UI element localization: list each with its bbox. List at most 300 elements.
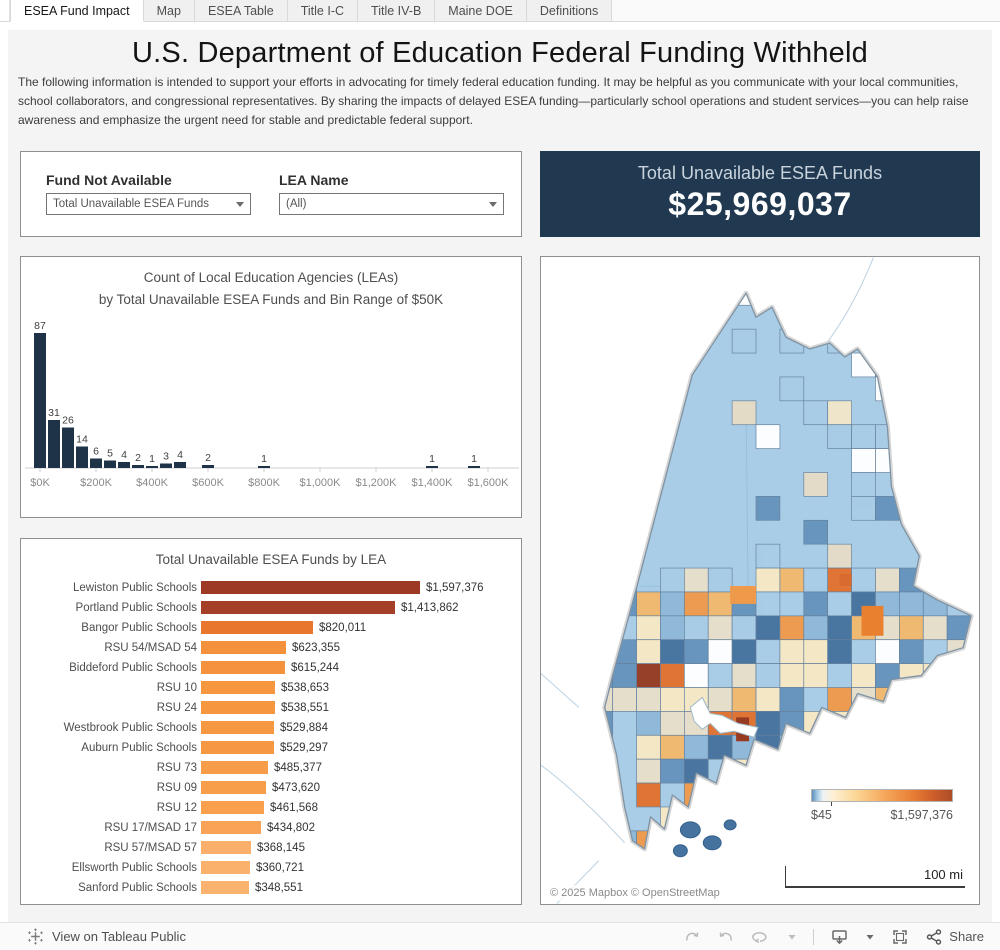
district-cell[interactable] [947,496,971,520]
district-cell[interactable] [923,592,947,616]
district-cell[interactable] [589,831,613,855]
district-cell[interactable] [637,592,661,616]
district-cell[interactable] [947,831,971,855]
lea-name-label: Auburn Public Schools [81,741,197,754]
download-icon[interactable] [830,928,849,946]
district-cell[interactable] [947,735,971,759]
fullscreen-icon[interactable] [891,928,909,946]
lea-bar[interactable] [201,741,274,754]
district-cell[interactable] [708,855,732,879]
lea-bar[interactable] [201,581,420,594]
redo-icon[interactable] [683,928,701,946]
district-cell[interactable] [589,520,613,544]
district-cell[interactable] [899,281,923,305]
lea-value-label: $360,721 [256,861,304,874]
histogram-bar[interactable] [104,460,116,468]
lea-name-label: Portland Public Schools [75,601,197,614]
district-cell[interactable] [780,664,804,688]
histogram-bar-label: 14 [76,433,88,446]
lea-value-label: $529,884 [280,721,328,734]
district-cell[interactable] [828,616,852,640]
district-cell[interactable] [708,616,732,640]
lea-name-label: Bangor Public Schools [81,621,197,634]
district-cell[interactable] [875,640,899,664]
district-cell[interactable] [780,568,804,592]
district-cell[interactable] [828,592,852,616]
histogram-bar[interactable] [34,333,46,468]
histogram-bar-label: 4 [121,448,127,461]
district-cell[interactable] [899,640,923,664]
lea-bar-panel [20,538,522,905]
district-cell[interactable] [828,425,852,449]
histogram-bar-label: 26 [62,414,74,427]
district-cell[interactable] [947,520,971,544]
lea-bar[interactable] [201,781,266,794]
lea-name-label: RSU 09 [156,781,197,794]
district-cell[interactable] [875,281,899,305]
svg-text:$1,200K: $1,200K [355,477,397,490]
district-cell[interactable] [660,616,684,640]
lea-value-label: $615,244 [291,661,339,674]
lea-row [21,658,521,678]
district-cell[interactable] [684,735,708,759]
lea-row [21,718,521,738]
district-cell[interactable] [708,568,732,592]
district-cell[interactable] [804,735,828,759]
district-cell[interactable] [684,568,708,592]
district-cell[interactable] [852,305,876,329]
lea-name-label: Westbrook Public Schools [63,721,197,734]
district-cell[interactable] [660,688,684,712]
district-cell[interactable] [660,735,684,759]
lea-name-label: RSU 54/MSAD 54 [104,641,197,654]
lea-bar-rows [21,578,521,898]
lea-bar[interactable] [201,821,261,834]
svg-text:$400K: $400K [136,477,168,490]
svg-text:$1,600K: $1,600K [467,477,509,490]
district-cell[interactable] [780,640,804,664]
legend-gradient [811,789,953,802]
lea-bar[interactable] [201,761,268,774]
histogram-chart[interactable] [21,310,521,508]
district-cell[interactable] [899,688,923,712]
tab-esea-fund-impact[interactable]: ESEA Fund Impact [10,0,144,22]
district-cell[interactable] [780,688,804,712]
district-cell[interactable] [708,688,732,712]
district-cell[interactable] [756,616,780,640]
district-cell[interactable] [589,735,613,759]
district-cell[interactable] [732,879,756,903]
lea-bar[interactable] [201,701,275,714]
district-cell[interactable] [637,640,661,664]
district-cell[interactable] [589,568,613,592]
district-cell[interactable] [613,688,637,712]
district-cell[interactable] [804,568,828,592]
district-cell-accent[interactable] [840,574,852,586]
lea-bar[interactable] [201,841,251,854]
district-cell[interactable] [852,664,876,688]
lea-value-label: $368,145 [257,841,305,854]
kpi-value: $25,969,037 [668,186,852,222]
district-cell[interactable] [732,401,756,425]
district-cell[interactable] [947,281,971,305]
refresh-icon[interactable] [751,928,771,946]
svg-text:$1,400K: $1,400K [411,477,453,490]
district-cell[interactable] [589,305,613,329]
histogram-bar[interactable] [62,428,74,468]
district-cell[interactable] [875,305,899,329]
district-cell[interactable] [875,735,899,759]
svg-text:$600K: $600K [192,477,224,490]
district-cell-accent[interactable] [703,807,712,831]
histogram-bar[interactable] [160,464,172,469]
tab-definitions[interactable]: Definitions [527,0,612,21]
tableau-toolbar [0,922,1000,950]
district-cell[interactable] [875,831,899,855]
district-cell[interactable] [947,759,971,783]
lea-filter-label: LEA Name [279,172,349,188]
district-cell[interactable] [780,807,804,831]
lea-value-label: $348,551 [255,881,303,894]
caret-down-icon[interactable] [787,932,797,942]
district-cell[interactable] [828,735,852,759]
district-cell[interactable] [923,568,947,592]
district-cell[interactable] [660,305,684,329]
lea-bar[interactable] [201,801,264,814]
tab-esea-table[interactable]: ESEA Table [195,0,288,21]
lea-name-label: Lewiston Public Schools [72,581,197,594]
district-cell[interactable] [708,640,732,664]
histogram-bar-label: 2 [135,452,141,465]
district-cell[interactable] [756,855,780,879]
fund-filter-dropdown[interactable] [46,193,251,215]
lea-bar[interactable] [201,661,285,674]
district-cell[interactable] [756,831,780,855]
lea-row [21,778,521,798]
district-cell[interactable] [589,449,613,473]
histogram-bar[interactable] [76,446,88,468]
district-cell[interactable] [875,759,899,783]
district-cell[interactable] [875,449,899,473]
lea-row [21,638,521,658]
district-cell[interactable] [684,783,708,807]
histogram-bar[interactable] [174,462,186,468]
histogram-panel [20,256,522,518]
district-cell[interactable] [660,568,684,592]
district-cell[interactable] [899,711,923,735]
district-cell[interactable] [589,616,613,640]
district-cell[interactable] [756,592,780,616]
lea-name-label: RSU 17/MSAD 17 [104,821,197,834]
lea-row [21,798,521,818]
district-cell[interactable] [684,855,708,879]
district-cell[interactable] [923,616,947,640]
map-color-legend [811,789,953,822]
district-cell[interactable] [852,831,876,855]
district-cell[interactable] [756,783,780,807]
district-cell[interactable] [899,592,923,616]
district-cell[interactable] [660,640,684,664]
island-district[interactable] [680,822,700,838]
tab-title-i-c[interactable]: Title I-C [288,0,358,21]
district-cell[interactable] [732,855,756,879]
map-scale-label: 100 mi [923,867,963,882]
district-cell[interactable] [589,759,613,783]
district-cell[interactable] [852,735,876,759]
svg-text:$0K: $0K [30,477,50,490]
district-cell[interactable] [756,879,780,903]
district-cell[interactable] [637,735,661,759]
map-scale-bar [785,866,965,888]
island-district[interactable] [673,845,687,857]
lea-name-label: RSU 12 [156,801,197,814]
district-cell[interactable] [660,592,684,616]
tab-title-iv-b[interactable]: Title IV-B [358,0,435,21]
lea-bar[interactable] [201,721,274,734]
lea-name-label: RSU 73 [156,761,197,774]
lea-row [21,598,521,618]
lea-bar[interactable] [201,681,275,694]
district-cell[interactable] [756,664,780,688]
district-cell[interactable] [852,568,876,592]
district-cell[interactable] [947,688,971,712]
district-cell[interactable] [684,664,708,688]
district-cell[interactable] [684,616,708,640]
district-cell[interactable] [923,664,947,688]
sheet-tabs [10,0,612,21]
toolbar-divider [813,929,814,945]
district-cell[interactable] [637,759,661,783]
district-cell[interactable] [947,711,971,735]
district-cell[interactable] [732,616,756,640]
district-cell[interactable] [732,783,756,807]
tab-map[interactable]: Map [144,0,195,21]
svg-text:$1,000K: $1,000K [299,477,341,490]
district-cell[interactable] [589,807,613,831]
district-cell[interactable] [899,616,923,640]
district-cell[interactable] [637,711,661,735]
lea-filter-dropdown[interactable] [279,193,504,215]
district-cell[interactable] [780,831,804,855]
district-cell[interactable] [637,688,661,712]
district-cell[interactable] [708,592,732,616]
district-cell[interactable] [828,831,852,855]
district-cell[interactable] [804,640,828,664]
district-cell[interactable] [613,568,637,592]
lea-name-label: RSU 10 [156,681,197,694]
district-cell[interactable] [589,592,613,616]
district-cell[interactable] [852,472,876,496]
district-cell[interactable] [613,353,637,377]
view-on-tableau-public[interactable] [27,928,186,945]
district-cell[interactable] [947,664,971,688]
district-cell[interactable] [780,783,804,807]
histogram-bar-label: 1 [149,453,155,466]
tab-maine-doe[interactable]: Maine DOE [435,0,527,21]
district-cell[interactable] [923,449,947,473]
caret-down-icon [489,202,497,207]
lea-row [21,678,521,698]
district-cell[interactable] [708,735,732,759]
district-cell[interactable] [875,711,899,735]
lea-name-label: RSU 24 [156,701,197,714]
district-cell[interactable] [756,640,780,664]
district-cell[interactable] [613,855,637,879]
district-cell[interactable] [804,616,828,640]
tableau-logo-icon [27,928,44,945]
district-cell[interactable] [756,807,780,831]
district-cell[interactable] [756,425,780,449]
district-cell[interactable] [923,711,947,735]
district-cell[interactable] [637,664,661,688]
district-cell[interactable] [899,305,923,329]
district-cell[interactable] [589,640,613,664]
district-cell[interactable] [923,831,947,855]
lea-bar[interactable] [201,641,286,654]
lea-row [21,818,521,838]
district-cell[interactable] [923,425,947,449]
lea-bar-title: Total Unavailable ESEA Funds by LEA [155,552,387,567]
lea-value-label: $538,653 [281,681,329,694]
district-cell[interactable] [947,568,971,592]
histogram-bar[interactable] [146,466,158,468]
district-cell[interactable] [684,592,708,616]
district-cell[interactable] [899,735,923,759]
histogram-bar-label: 3 [163,450,169,463]
histogram-bar[interactable] [258,466,270,468]
district-cell[interactable] [828,688,852,712]
view-on-tableau-public-label: View on Tableau Public [52,929,186,944]
district-cell[interactable] [947,305,971,329]
lea-value-label: $1,597,376 [426,581,484,594]
download-caret-icon[interactable] [865,932,875,942]
district-cell[interactable] [804,592,828,616]
district-cell[interactable] [756,711,780,735]
lea-bar[interactable] [201,881,249,894]
histogram-bar[interactable] [468,466,480,468]
island-district[interactable] [703,836,721,850]
undo-icon[interactable] [717,928,735,946]
district-cell[interactable] [637,783,661,807]
district-cell[interactable] [899,831,923,855]
histogram-bar-label: 4 [177,448,183,461]
district-cell[interactable] [660,711,684,735]
lea-row [21,838,521,858]
district-cell[interactable] [804,472,828,496]
district-cell[interactable] [637,616,661,640]
district-cell[interactable] [804,401,828,425]
lea-name-label: Biddeford Public Schools [69,661,197,674]
histogram-bar[interactable] [202,465,214,468]
district-cell[interactable] [732,831,756,855]
svg-text:$200K: $200K [80,477,112,490]
district-cell[interactable] [780,759,804,783]
district-cell[interactable] [923,759,947,783]
district-cell[interactable] [756,544,780,568]
district-cell[interactable] [899,472,923,496]
district-cell-accent[interactable] [862,606,884,636]
histogram-bar-label: 1 [261,453,267,466]
district-cell[interactable] [923,544,947,568]
district-cell[interactable] [780,616,804,640]
lea-value-label: $1,413,862 [401,601,459,614]
histogram-bar[interactable] [426,466,438,468]
district-cell[interactable] [780,281,804,305]
district-cell[interactable] [732,664,756,688]
district-cell[interactable] [660,759,684,783]
lea-bar[interactable] [201,601,395,614]
district-cell-accent[interactable] [730,586,756,604]
district-cell[interactable] [899,759,923,783]
district-cell[interactable] [852,449,876,473]
histogram-bar-label: 1 [471,453,477,466]
lea-bar[interactable] [201,621,313,634]
district-cell[interactable] [923,281,947,305]
district-cell[interactable] [828,401,852,425]
district-cell[interactable] [852,759,876,783]
district-cell[interactable] [852,711,876,735]
district-cell[interactable] [804,831,828,855]
district-cell[interactable] [875,353,899,377]
district-cell[interactable] [804,520,828,544]
district-cell[interactable] [875,664,899,688]
district-cell[interactable] [923,688,947,712]
district-cell[interactable] [732,640,756,664]
district-cell[interactable] [756,496,780,520]
histogram-bar-label: 6 [93,445,99,458]
district-cell[interactable] [732,688,756,712]
lea-value-label: $461,568 [270,801,318,814]
district-cell[interactable] [660,855,684,879]
share-button[interactable] [925,928,984,946]
district-cell[interactable] [780,377,804,401]
district-cell[interactable] [804,664,828,688]
district-cell[interactable] [708,664,732,688]
district-cell[interactable] [660,664,684,688]
district-cell[interactable] [852,496,876,520]
district-cell[interactable] [756,568,780,592]
island-district[interactable] [724,820,736,830]
lea-row [21,578,521,598]
district-cell[interactable] [852,281,876,305]
district-cell[interactable] [852,425,876,449]
district-cell[interactable] [589,281,613,305]
lea-row [21,858,521,878]
district-cell[interactable] [804,759,828,783]
district-cell[interactable] [899,425,923,449]
district-cell[interactable] [756,688,780,712]
histogram-bar[interactable] [90,459,102,468]
district-cell[interactable] [684,640,708,664]
histogram-bar[interactable] [132,465,144,468]
page-description: The following information is intended to support your efforts in advocating for timely federal education funding. It may be helpful as you communicate with your local communities, school collaborators, and congressional representatives. By sharing the impacts of delayed ESEA funding—particularly school operations and student services—you can help raise awareness and emphasize the urgent need for stable and predictable federal support. [18,75,969,128]
legend-tick [831,802,832,806]
district-cell[interactable] [613,544,637,568]
kpi-label: Total Unavailable ESEA Funds [637,163,883,183]
district-cell[interactable] [732,329,756,353]
district-cell[interactable] [875,568,899,592]
district-cell[interactable] [828,640,852,664]
histogram-bar[interactable] [48,420,60,468]
district-cell[interactable] [756,759,780,783]
district-cell[interactable] [613,664,637,688]
district-cell[interactable] [828,759,852,783]
histogram-bar[interactable] [118,462,130,468]
lea-bar[interactable] [201,861,250,874]
sheet-tab-bar [0,0,1000,22]
district-cell[interactable] [828,544,852,568]
district-cell[interactable] [708,783,732,807]
